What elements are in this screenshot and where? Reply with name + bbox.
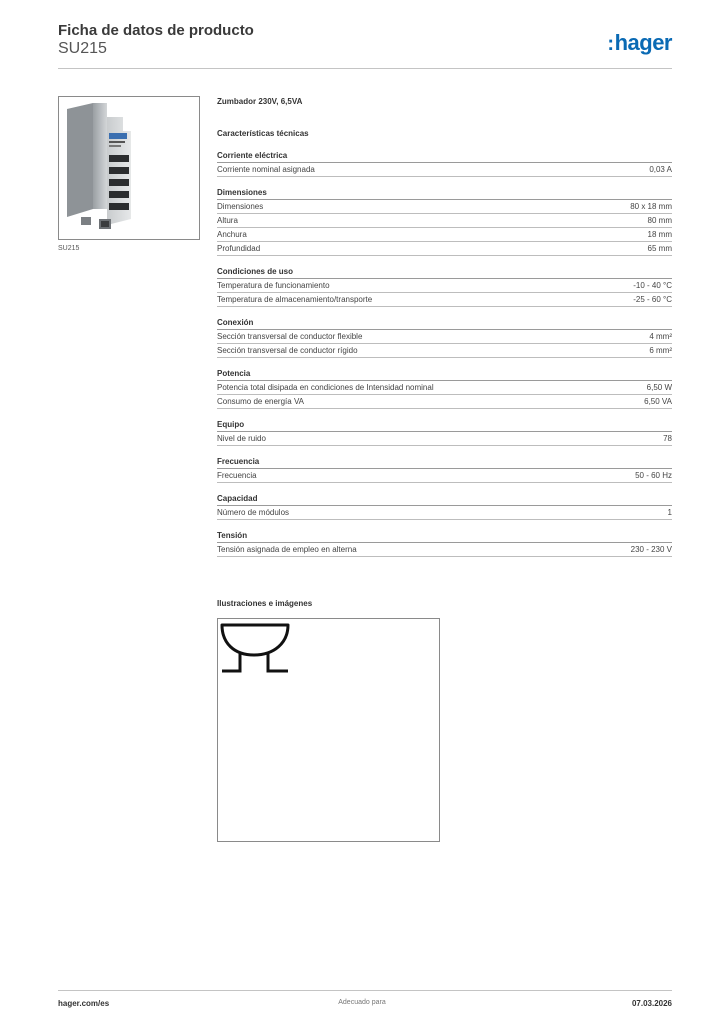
buzzer-symbol-icon: [218, 619, 439, 841]
logo-colon: :: [607, 33, 614, 55]
spec-row: [217, 381, 672, 395]
spec-value: -25 - 60 °C: [633, 295, 672, 304]
spec-row: [217, 506, 672, 520]
spec-value: -10 - 40 °C: [633, 281, 672, 290]
din-rail-device-image: [59, 97, 199, 239]
spec-section-title: Potencia: [217, 368, 672, 381]
footer-note: Adecuado para: [338, 999, 386, 1006]
spec-value: 1: [667, 508, 672, 517]
spec-row: [217, 395, 672, 409]
spec-label: Potencia total disipada en condiciones de Intensidad nominal: [217, 383, 434, 392]
spec-value: 50 - 60 Hz: [635, 471, 672, 480]
spec-value: 65 mm: [647, 244, 672, 253]
spec-value: 80 x 18 mm: [630, 202, 672, 211]
spec-label: Dimensiones: [217, 202, 264, 211]
spec-section: [217, 419, 672, 446]
hager-logo: [607, 30, 672, 56]
spec-row: [217, 163, 672, 177]
spec-label: Corriente nominal asignada: [217, 165, 315, 174]
spec-label: Frecuencia: [217, 471, 257, 480]
spec-row: [217, 242, 672, 256]
spec-section: [217, 530, 672, 557]
spec-section: [217, 150, 672, 177]
header-divider: [58, 68, 672, 69]
footer-divider: [58, 990, 672, 991]
document-date: 07.03.2026: [631, 999, 672, 1008]
spec-row: [217, 293, 672, 307]
spec-section: [217, 187, 672, 256]
spec-value: 78: [663, 434, 672, 443]
spec-section: [217, 317, 672, 358]
spec-value: 80 mm: [647, 216, 672, 225]
spec-row: [217, 543, 672, 557]
illustrations-heading: Ilustraciones e imágenes: [217, 599, 313, 608]
photo-caption: SU215: [58, 245, 80, 252]
spec-row: [217, 228, 672, 242]
spec-sections: [217, 150, 672, 557]
illustration-frame: [217, 618, 440, 842]
spec-label: Nivel de ruido: [217, 434, 266, 443]
product-reference: SU215: [58, 40, 107, 57]
spec-value: 0,03 A: [649, 165, 672, 174]
spec-value: 4 mm²: [649, 332, 672, 341]
spec-label: Tensión asignada de empleo en alterna: [217, 545, 357, 554]
spec-label: Temperatura de funcionamiento: [217, 281, 330, 290]
spec-label: Sección transversal de conductor flexible: [217, 332, 363, 341]
spec-row: [217, 432, 672, 446]
spec-label: Sección transversal de conductor rígido: [217, 346, 358, 355]
spec-row: [217, 200, 672, 214]
spec-section-title: Corriente eléctrica: [217, 150, 672, 163]
spec-row: [217, 279, 672, 293]
spec-label: Consumo de energía VA: [217, 397, 305, 406]
spec-label: Altura: [217, 216, 238, 225]
spec-section-title: Frecuencia: [217, 456, 672, 469]
page-header: [58, 22, 672, 68]
technical-characteristics-heading: Características técnicas: [217, 129, 309, 138]
spec-label: Anchura: [217, 230, 247, 239]
spec-section: [217, 456, 672, 483]
document-title: Ficha de datos de producto: [58, 22, 254, 39]
spec-row: [217, 214, 672, 228]
spec-value: 18 mm: [647, 230, 672, 239]
spec-section-title: Tensión: [217, 530, 672, 543]
spec-row: [217, 330, 672, 344]
spec-section-title: Dimensiones: [217, 187, 672, 200]
spec-section: [217, 368, 672, 409]
product-photo: [58, 96, 200, 240]
technical-data: [217, 96, 672, 567]
spec-row: [217, 344, 672, 358]
product-description: Zumbador 230V, 6,5VA: [217, 97, 303, 106]
spec-label: Profundidad: [217, 244, 261, 253]
spec-value: 6,50 W: [646, 383, 672, 392]
spec-section-title: Equipo: [217, 419, 672, 432]
spec-value: 6 mm²: [649, 346, 672, 355]
spec-section-title: Capacidad: [217, 493, 672, 506]
logo-text: hager: [614, 30, 672, 55]
website-link[interactable]: hager.com/es: [58, 999, 110, 1008]
spec-section-title: Conexión: [217, 317, 672, 330]
spec-section: [217, 266, 672, 307]
spec-value: 6,50 VA: [644, 397, 672, 406]
spec-section: [217, 493, 672, 520]
spec-label: Número de módulos: [217, 508, 290, 517]
spec-section-title: Condiciones de uso: [217, 266, 672, 279]
spec-label: Temperatura de almacenamiento/transporte: [217, 295, 373, 304]
spec-value: 230 - 230 V: [630, 545, 672, 554]
spec-row: [217, 469, 672, 483]
